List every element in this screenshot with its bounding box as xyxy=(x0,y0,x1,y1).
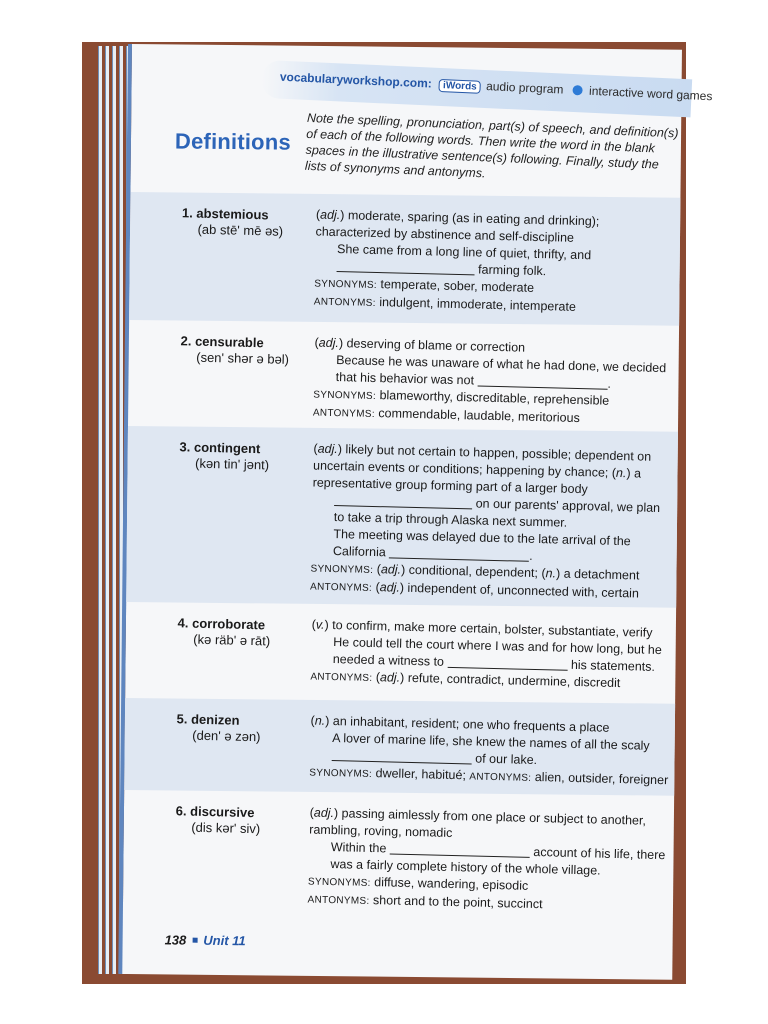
entry-word: 5. denizen xyxy=(176,711,240,728)
entry-contingent xyxy=(126,426,678,608)
example-sentence: Because he was unaware of what he had done, we decided that his behavior was not . xyxy=(335,353,667,391)
entry-pronunciation: (ab stē' mē əs) xyxy=(197,221,284,239)
book-page xyxy=(122,44,713,980)
square-bullet-icon xyxy=(192,938,197,943)
page-footer xyxy=(165,932,246,948)
example-sentence: The meeting was delayed due to the late arrival of the California . xyxy=(332,527,631,563)
entry-definition: (adj.) deserving of blame or correction xyxy=(314,335,526,355)
entry-word: 4. corroborate xyxy=(177,615,266,633)
entry-definition: (n.) an inhabitant, resident; one who frequents a place xyxy=(310,713,610,735)
entry-pronunciation: (den' ə zən) xyxy=(192,727,261,745)
antonyms-line: ANTONYMS: (adj.) independent of, unconnected with, certain xyxy=(309,579,640,601)
website-link[interactable]: vocabularyworkshop.com: xyxy=(279,69,433,91)
iwords-logo: iWords xyxy=(439,79,481,94)
audio-program-label: audio program xyxy=(485,79,564,97)
website-banner xyxy=(261,60,713,117)
example-sentence: on our parents' approval, we plan to take a trip through Alaska next summer. xyxy=(312,492,673,535)
entry-abstemious xyxy=(129,192,680,326)
example-sentence: He could tell the court where I was and for how long, but he needed a witness to his statements. xyxy=(332,635,662,674)
entry-word: 6. discursive xyxy=(175,803,255,821)
entry-word: 1. abstemious xyxy=(181,205,269,223)
entry-pronunciation: (sen' shər ə bəl) xyxy=(196,349,290,367)
answer-blank[interactable] xyxy=(390,841,530,857)
example-sentence: A lover of marine life, she knew the names of all the scaly of our lake. xyxy=(332,731,650,768)
entry-corroborate xyxy=(125,602,676,704)
example-sentence: Within the account of his life, there was a fairly complete history of the whole village. xyxy=(330,840,666,878)
example-sentence: She came from a long line of quiet, thrifty, and farming folk. xyxy=(336,242,592,279)
synonyms-line: SYNONYMS: blameworthy, discreditable, reprehensible xyxy=(313,388,610,408)
antonyms-line: ANTONYMS: indulgent, immoderate, intemperate xyxy=(313,295,577,314)
entry-pronunciation: (dis kər' siv) xyxy=(191,819,261,837)
instructions: Note the spelling, pronunciation, part(s) of speech, and definition(s) of each of the following words. Then write the word in the blank spaces in the illustrative sentence(s) following. Finally, study the lists of synonyms and antonyms. xyxy=(304,110,679,181)
entry-word: 3. contingent xyxy=(179,439,261,457)
antonyms-line: ANTONYMS: (adj.) refute, contradict, undermine, discredit xyxy=(310,670,621,691)
synonyms-line: SYNONYMS: temperate, sober, moderate xyxy=(314,277,535,295)
synonyms-line: SYNONYMS: (adj.) conditional, dependent; (n.) a detachment xyxy=(310,562,640,583)
answer-blank[interactable] xyxy=(337,259,475,275)
page-number: 138 xyxy=(164,932,187,948)
entry-denizen xyxy=(124,698,675,796)
entry-censurable xyxy=(128,320,679,432)
answer-blank[interactable] xyxy=(477,374,607,390)
page-title: Definitions xyxy=(174,128,291,155)
entry-discursive xyxy=(123,790,674,916)
answer-blank[interactable] xyxy=(334,493,472,509)
globe-icon xyxy=(573,85,583,95)
entry-definition: (v.) to confirm, make more certain, bolster, substantiate, verify xyxy=(311,617,653,640)
entry-pronunciation: (kən tin' jənt) xyxy=(194,455,270,473)
entry-word: 2. censurable xyxy=(180,333,264,351)
entry-definition: (adj.) passing aimlessly from one place or subject to another, rambling, roving, nomadic xyxy=(309,805,647,840)
answer-blank[interactable] xyxy=(332,748,472,764)
answer-blank[interactable] xyxy=(447,655,567,671)
unit-label: Unit 11 xyxy=(203,932,246,949)
entry-definition: (adj.) moderate, sparing (as in eating and drinking); characterized by abstinence and self-discipline xyxy=(315,207,600,245)
answer-blank[interactable] xyxy=(389,545,529,561)
entry-definition: (adj.) likely but not certain to happen, possible; dependent on uncertain events or conditions; happening by chance; (n.) a representative group forming part of a larger body xyxy=(312,441,652,497)
synonyms-antonyms-line: SYNONYMS: dweller, habitué; ANTONYMS: alien, outsider, foreigner xyxy=(309,766,669,788)
games-label: interactive word games xyxy=(588,83,713,104)
entry-pronunciation: (kə räb' ə rāt) xyxy=(193,631,271,649)
antonyms-line: ANTONYMS: commendable, laudable, meritorious xyxy=(312,406,580,426)
antonyms-line: ANTONYMS: short and to the point, succinct xyxy=(307,893,543,912)
synonyms-line: SYNONYMS: diffuse, wandering, episodic xyxy=(307,875,529,893)
